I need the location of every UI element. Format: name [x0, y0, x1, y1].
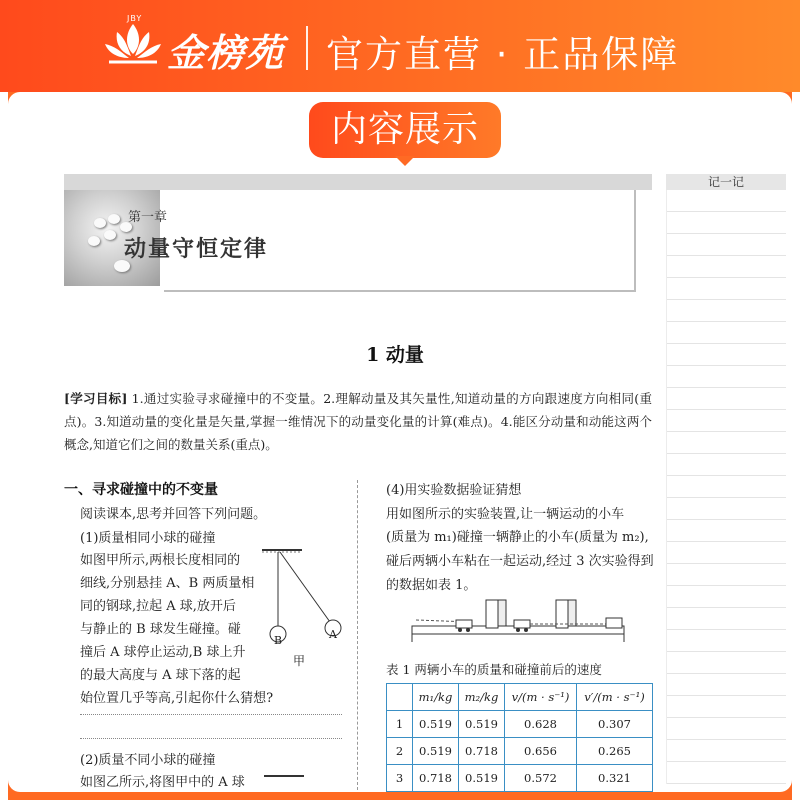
notes-lines — [666, 190, 786, 784]
right-line: 碰后两辆小车粘在一起运动,经过 3 次实验得到 — [386, 554, 654, 569]
table-header-cell: v/(m · s⁻¹) — [505, 684, 577, 711]
chapter-top-bar — [64, 174, 652, 190]
table-cell: 0.519 — [459, 765, 505, 792]
table-cell: 0.321 — [577, 765, 653, 792]
ball-b-label: B — [274, 634, 283, 647]
left-line: 如图乙所示,将图甲中的 A 球 — [80, 775, 245, 790]
figure-label: 甲 — [293, 654, 306, 668]
left-line: 与静止的 B 球发生碰撞。碰 — [80, 622, 241, 637]
table-header-cell: v′/(m · s⁻¹) — [577, 684, 653, 711]
left-line: 的最大高度与 A 球下落的起 — [80, 668, 241, 683]
column-divider — [357, 480, 358, 790]
chapter-label: 第一章 — [128, 210, 168, 225]
goals-tag: [学习目标] — [64, 391, 128, 406]
answer-line — [80, 738, 342, 739]
table-header-cell: m₂/kg — [459, 684, 505, 711]
lotus-logo-icon — [103, 18, 163, 70]
table-cell: 0.718 — [459, 738, 505, 765]
table-cell: 0.572 — [505, 765, 577, 792]
photo-ball — [108, 214, 120, 224]
photo-ball — [94, 218, 106, 228]
content-badge: 内容展示 — [309, 102, 501, 158]
cart-apparatus-figure — [410, 598, 628, 648]
left-line: 始位置几乎等高,引起你什么猜想? — [80, 691, 274, 706]
notes-sidebar — [666, 174, 786, 784]
table-header-cell: m₁/kg — [413, 684, 459, 711]
notes-title: 记一记 — [666, 174, 786, 190]
store-banner — [0, 0, 800, 92]
table-cell: 0.519 — [459, 711, 505, 738]
pendulum-drawing — [258, 546, 344, 666]
table-cell: 0.307 — [577, 711, 653, 738]
data-table — [386, 683, 653, 792]
left-sub1: (1)质量相同小球的碰撞 — [80, 531, 216, 546]
cart-apparatus-drawing — [410, 598, 628, 648]
photo-ball — [88, 236, 100, 246]
answer-line — [80, 714, 342, 715]
right-line: (质量为 m₁)碰撞一辆静止的小车(质量为 m₂), — [386, 530, 649, 545]
chapter-title: 动量守恒定律 — [124, 237, 269, 262]
left-line: 细线,分别悬挂 A、B 两质量相 — [80, 576, 255, 591]
table-cell: 1 — [387, 711, 413, 738]
table-cell: 0.628 — [505, 711, 577, 738]
ball-a-label: A — [329, 628, 337, 641]
pendulum-figure — [258, 546, 344, 666]
logo-small-text: JBY — [127, 14, 143, 23]
pendulum-support-2 — [258, 770, 348, 782]
right-sub4: (4)用实验数据验证猜想 — [386, 483, 522, 498]
left-heading: 一、寻求碰撞中的不变量 — [64, 482, 218, 498]
table-cell: 3 — [387, 765, 413, 792]
right-line: 的数据如表 1。 — [386, 578, 477, 593]
table-cell: 0.519 — [413, 711, 459, 738]
table-cell: 2 — [387, 738, 413, 765]
learning-goals — [64, 387, 652, 456]
store-slogan: 官方直营 · 正品保障 — [326, 33, 680, 76]
left-sub2: (2)质量不同小球的碰撞 — [80, 753, 216, 768]
photo-ball — [104, 230, 116, 240]
brand-name: 金榜苑 — [167, 30, 285, 75]
left-line: 如图甲所示,两根长度相同的 — [80, 553, 241, 568]
table-cell: 0.519 — [413, 738, 459, 765]
right-line: 用如图所示的实验装置,让一辆运动的小车 — [386, 507, 625, 522]
section-title: 1 动量 — [366, 344, 424, 366]
table-header-row — [387, 684, 653, 711]
left-line: 撞后 A 球停止运动,B 球上升 — [80, 645, 246, 660]
left-intro: 阅读课本,思考并回答下列问题。 — [80, 507, 267, 522]
table-cell: 0.718 — [413, 765, 459, 792]
banner-divider — [306, 26, 308, 70]
chapter-header — [64, 174, 652, 286]
table-row — [387, 765, 653, 792]
left-line: 同的钢球,拉起 A 球,放开后 — [80, 599, 236, 614]
table-cell: 0.656 — [505, 738, 577, 765]
table-cell: 0.265 — [577, 738, 653, 765]
table-title: 表 1 两辆小车的质量和碰撞前后的速度 — [386, 662, 602, 677]
table-row — [387, 738, 653, 765]
table-row — [387, 711, 653, 738]
badge-pointer — [395, 156, 415, 166]
table-header-cell — [387, 684, 413, 711]
goals-text: 1.通过实验寻求碰撞中的不变量。2.理解动量及其矢量性,知道动量的方向跟速度方向相同(重点)。3.知道动量的变化量是矢量,掌握一维情况下的动量变化量的计算(难点)。4.能区分动量和动能这两个概念,知道它们之间的数量关系(重点)。 — [64, 391, 652, 452]
